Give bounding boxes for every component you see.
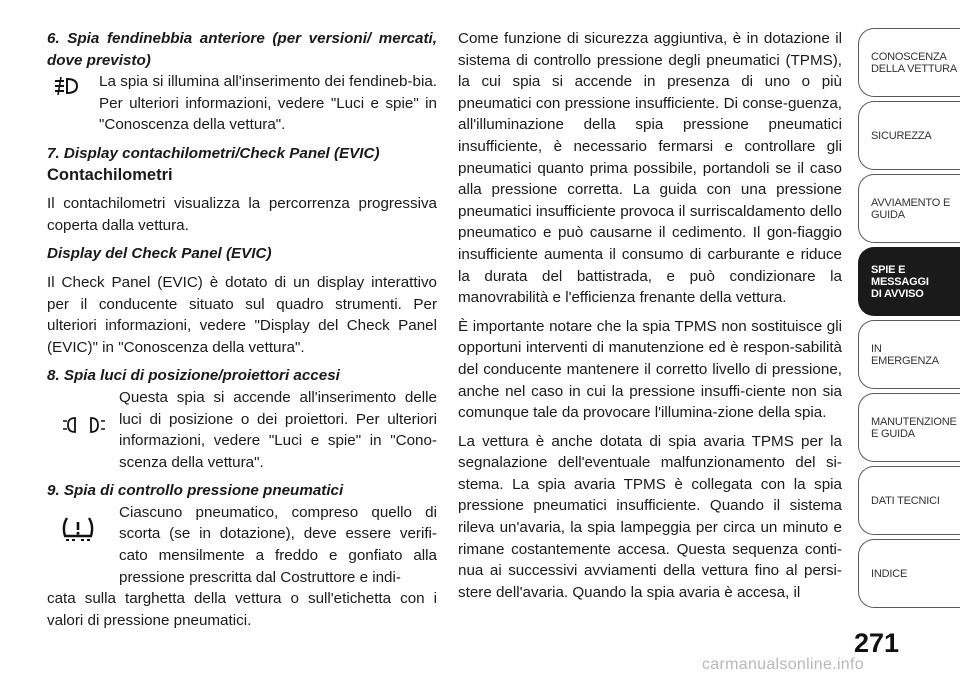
tab-dati-tecnici[interactable]: DATI TECNICI bbox=[858, 466, 960, 535]
tab-conoscenza[interactable]: CONOSCENZA DELLA VETTURA bbox=[858, 28, 960, 97]
chapter-tabs bbox=[858, 28, 960, 612]
left-column bbox=[47, 28, 437, 631]
tab-indice[interactable]: INDICE bbox=[858, 539, 960, 608]
heading-9: 9. Spia di controllo pressione pneumatici bbox=[47, 482, 344, 500]
section-8-text: Questa spia si accende all'inserimento delle luci di posizione o dei proiettori. Per ulteriori informazioni, vedere "Luci e spie" in "Cono-scenza della vettura". bbox=[119, 388, 437, 471]
tab-spie-messaggi[interactable]: SPIE E MESSAGGI DI AVVISO bbox=[858, 247, 960, 316]
right-column bbox=[458, 28, 842, 603]
front-fog-light-icon bbox=[53, 75, 81, 97]
contachilometri-text: Il contachilometri visualizza la percorrenza progressiva coperta dalla vettura. bbox=[47, 195, 437, 234]
tire-pressure-icon bbox=[61, 516, 95, 546]
watermark: carmanualsonline.info bbox=[702, 656, 864, 673]
tpms-paragraph-1: Come funzione di sicurezza aggiuntiva, è in dotazione il sistema di controllo pressione degli pneumatici (TPMS), la cui spia si accende in presenza di uno o più pneumatici con pressione insufficiente. Di conse-guenza, all'illuminazione della spia pressione pneumatici insufficiente, è necessario fermarsi e controllare gli pneumatici quanto prima possibile, portandoli se il caso alla pressione corretta. La guida con una pressione pneumatici insufficiente provoca il surriscaldamento dello pneumatico e può causarne il cedimento. Il gon-fiaggio insufficiente aumenta il consumo di carburante e riduce la durata del battistrada, e può condizionare la manovrabilità e l'efficienza frenante della vettura. bbox=[458, 30, 842, 307]
heading-7: 7. Display contachilometri/Check Panel (EVIC) bbox=[47, 144, 380, 162]
page-number: 271 bbox=[854, 628, 900, 658]
section-6-text: La spia si illumina all'inserimento dei fendineb-bia. Per ulteriori informazioni, vedere "Luci e spie" in "Conoscenza della vettura". bbox=[99, 73, 437, 134]
section-9-body bbox=[47, 502, 437, 632]
tab-manutenzione[interactable]: MANUTENZIONE E GUIDA bbox=[858, 393, 960, 462]
heading-8: 8. Spia luci di posizione/proiettori accesi bbox=[47, 367, 340, 385]
section-9-text-indented: Ciascuno pneumatico, compreso quello di scorta (se in dotazione), deve essere verifi-cato mensilmente a freddo e gonfiato alla pressione prescritta dal Costruttore e indi- bbox=[119, 503, 437, 586]
section-9-text-continued: cata sulla targhetta della vettura o sull'etichetta con i valori di pressione pneumatici. bbox=[47, 590, 437, 629]
section-6-body bbox=[47, 71, 437, 136]
position-lights-icon bbox=[63, 415, 105, 435]
heading-6: 6. Spia fendinebbia anteriore (per versioni/ mercati, dove previsto) bbox=[47, 30, 437, 69]
tpms-paragraph-2: È importante notare che la spia TPMS non sostituisce gli opportuni interventi di manutenzione ed è respon-sabilità del conducente mantenere il corretto livello di pressione, anche nel caso in cui la pressione insuffi-ciente non sia comunque tale da provocare l'illumina-zione della spia. bbox=[458, 317, 842, 422]
tpms-paragraph-3: La vettura è anche dotata di spia avaria TPMS per la segnalazione dell'eventuale malfunzionamento del si-stema. La spia avaria TPMS è collegata con la spia pressione pneumatici insufficiente. Quando il sistema rileva un'avaria, la spia lampeggia per circa un minuto e rimane costantemente accesa. Questa sequenza conti-nua ai successivi avviamenti della vettura fino al persi-stere dell'avaria. Quando la spia avaria è accesa, il bbox=[458, 432, 842, 601]
section-8-body bbox=[47, 387, 437, 473]
display-text: Il Check Panel (EVIC) è dotato di un display interattivo per il conducente situato sul quadro strumenti. Per ulteriori informazioni, vedere "Display del Check Panel (EVIC)" in "Conoscenza della vettura". bbox=[47, 273, 437, 356]
heading-display: Display del Check Panel (EVIC) bbox=[47, 245, 272, 263]
tab-avviamento[interactable]: AVVIAMENTO E GUIDA bbox=[858, 174, 960, 243]
tab-emergenza[interactable]: IN EMERGENZA bbox=[858, 320, 960, 389]
tab-sicurezza[interactable]: SICUREZZA bbox=[858, 101, 960, 170]
heading-contachilometri: Contachilometri bbox=[47, 165, 173, 184]
